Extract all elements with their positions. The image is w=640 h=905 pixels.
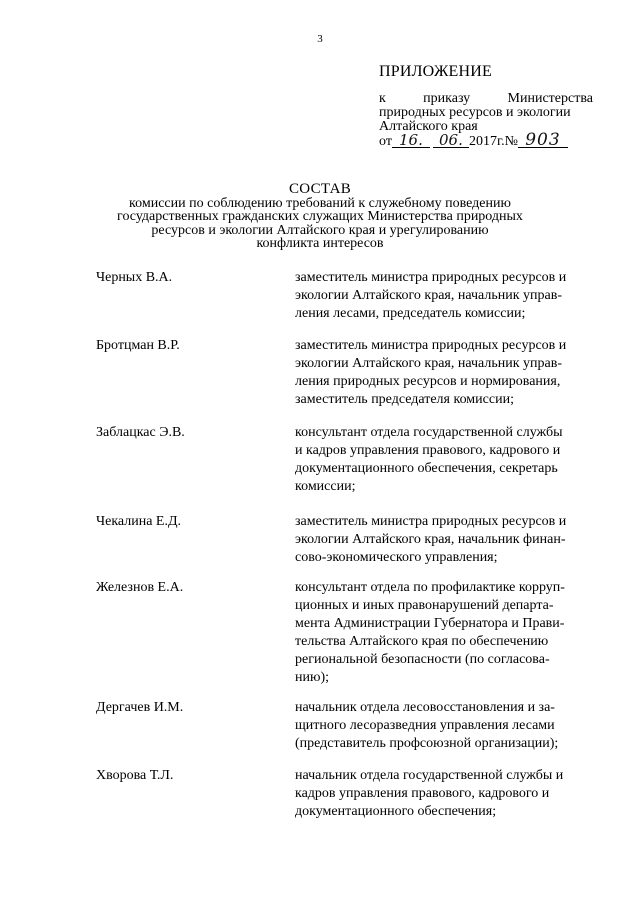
role-line: консультант отдела по профилактике корруп-	[295, 580, 565, 595]
member-name: Бротцман В.Р.	[96, 338, 180, 353]
member-role	[295, 513, 589, 567]
heading-line: государственных гражданских служащих Министерства природных	[117, 209, 523, 224]
appendix-word: к	[379, 91, 386, 106]
member-name: Дергачев И.М.	[96, 700, 184, 715]
date-prefix: от	[379, 134, 392, 149]
role-line: консультант отдела государственной службы	[295, 425, 563, 440]
page-number: 3	[317, 33, 323, 45]
role-line: документационного обеспечения, секретарь	[295, 461, 558, 476]
member-name: Чекалина Е.Д.	[96, 514, 182, 529]
heading-line: комиссии по соблюдению требований к служебному поведению	[129, 195, 511, 211]
member-name: Черных В.А.	[96, 270, 173, 285]
member-role	[295, 337, 589, 409]
appendix-title: ПРИЛОЖЕНИЕ	[379, 63, 493, 80]
role-line: документационного обеспечения;	[295, 804, 497, 819]
heading-line: конфликта интересов	[256, 236, 384, 251]
role-line: ционных и иных правонарушений департа-	[295, 598, 554, 613]
member-role	[295, 579, 589, 687]
appendix-line-1	[379, 92, 593, 106]
appendix-line-3: Алтайского края	[379, 119, 478, 134]
role-line: начальник отдела лесовосстановления и за-	[295, 700, 555, 715]
role-line: нию);	[295, 670, 329, 685]
role-line: региональной безопасности (по согласова-	[295, 652, 550, 667]
role-line: заместитель председателя комиссии;	[295, 392, 514, 407]
role-line: тельства Алтайского края по обеспечению	[295, 634, 549, 649]
role-line: и кадров управления правового, кадрового и	[295, 443, 561, 458]
heading-title: СОСТАВ	[288, 181, 352, 197]
role-line: ления природных ресурсов и нормирования,	[295, 374, 561, 389]
role-line: заместитель министра природных ресурсов и	[295, 338, 567, 353]
role-line: щитного лесоразведния управления лесами	[295, 718, 555, 733]
member-name: Заблацкас Э.В.	[96, 425, 185, 440]
role-line: (представитель профсоюзной организации);	[295, 736, 559, 751]
role-line: ления лесами, председатель комиссии;	[295, 306, 526, 321]
role-line: кадров управления правового, кадрового и	[295, 786, 550, 801]
role-line: экологии Алтайского края, начальник управ-	[295, 356, 563, 371]
handwritten-date-month: 06.	[433, 134, 469, 148]
role-line: заместитель министра природных ресурсов и	[295, 514, 567, 529]
order-date-line	[379, 130, 593, 150]
appendix-line-2: природных ресурсов и экологии	[379, 105, 571, 120]
member-role	[295, 269, 589, 323]
role-line: сово-экономического управления;	[295, 550, 498, 565]
document-heading	[0, 183, 640, 251]
role-line: начальник отдела государственной службы и	[295, 768, 564, 783]
appendix-block	[379, 64, 593, 149]
appendix-word: Министерства	[507, 91, 593, 106]
heading-line: ресурсов и экологии Алтайского края и урегулированию	[151, 222, 489, 238]
role-line: экологии Алтайского края, начальник управ-	[295, 288, 563, 303]
handwritten-order-number: 903	[518, 134, 568, 148]
appendix-word: приказу	[423, 91, 471, 106]
role-line: заместитель министра природных ресурсов и	[295, 270, 567, 285]
role-line: мента Администрации Губернатора и Прави-	[295, 616, 565, 631]
member-role	[295, 767, 589, 821]
role-line: экологии Алтайского края, начальник финан-	[295, 532, 566, 547]
member-name: Хворова Т.Л.	[96, 768, 174, 783]
role-line: комиссии;	[295, 479, 356, 494]
member-role	[295, 699, 589, 753]
handwritten-date-day: 16.	[392, 134, 430, 148]
date-year: 2017г.№	[468, 134, 518, 149]
member-name: Железнов Е.А.	[96, 580, 184, 595]
member-role	[295, 424, 589, 496]
